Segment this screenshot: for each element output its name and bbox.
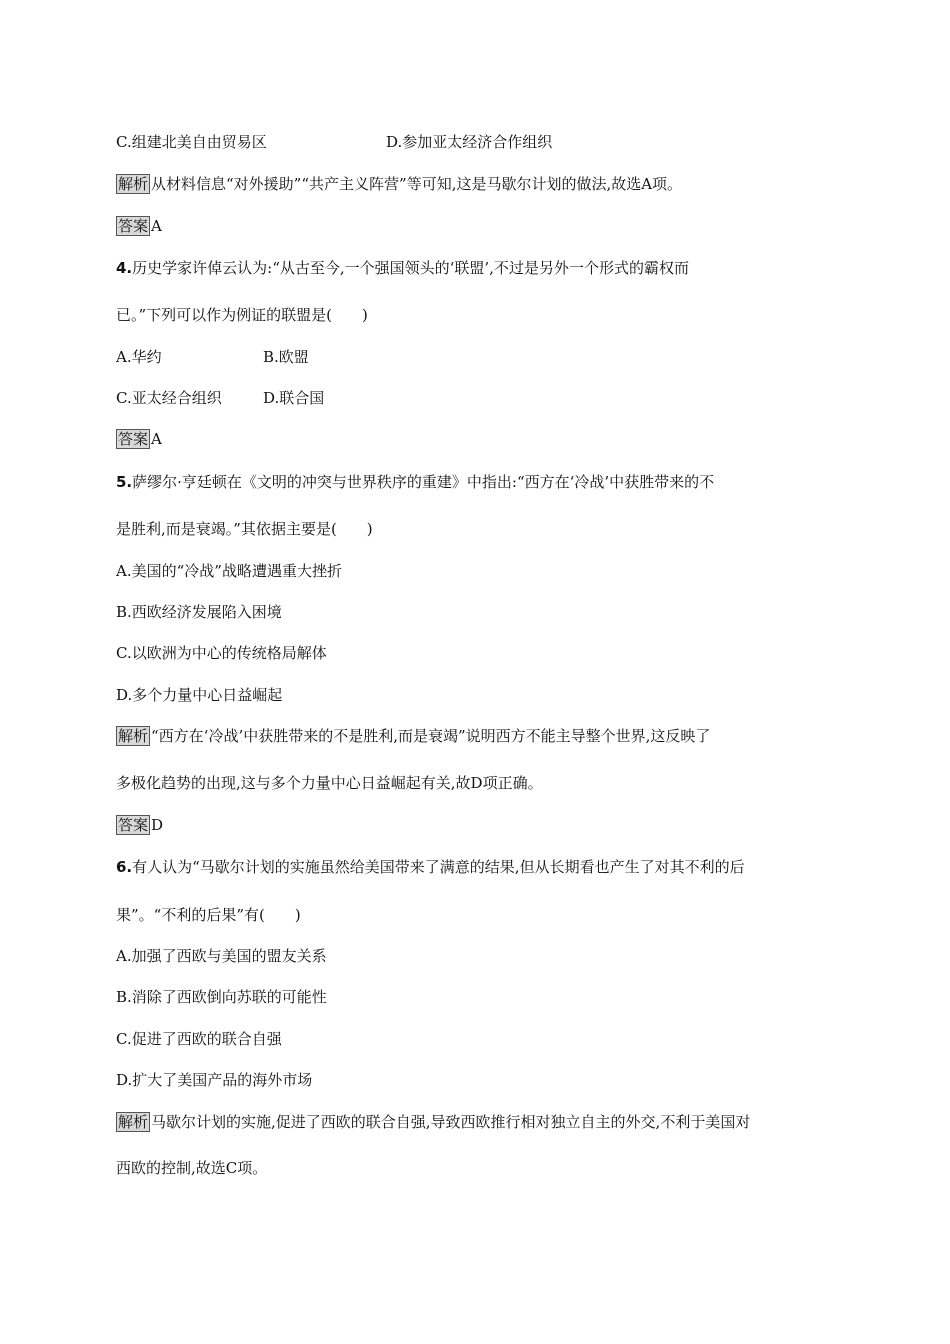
q6-stem-line2: 果”。“不利的后果”有( ) bbox=[116, 906, 301, 924]
q5-stem-line2: 是胜利,而是衰竭。”其依据主要是( ) bbox=[116, 520, 373, 538]
q5-analysis-line1 bbox=[116, 726, 710, 746]
question-number: 6. bbox=[116, 858, 133, 876]
q6-option-c[interactable]: C.促进了西欧的联合自强 bbox=[116, 1030, 282, 1048]
answer-tag: 答案 bbox=[118, 430, 149, 448]
analysis-text: 马歇尔计划的实施,促进了西欧的联合自强,导致西欧推行相对独立自主的外交,不利于美国对 bbox=[151, 1113, 751, 1131]
q6-stem-text: 有人认为“马歇尔计划的实施虽然给美国带来了满意的结果,但从长期看也产生了对其不利的后 bbox=[132, 858, 745, 876]
q3-options-cd bbox=[116, 132, 552, 152]
q4-option-a[interactable]: A.华约 bbox=[116, 348, 162, 366]
q6-stem-line1 bbox=[116, 857, 745, 877]
q6-option-d[interactable]: D.扩大了美国产品的海外市场 bbox=[116, 1071, 313, 1089]
q4-option-d[interactable]: D.联合国 bbox=[263, 389, 325, 407]
answer-value: A bbox=[151, 217, 162, 235]
q4-stem-line1 bbox=[116, 258, 689, 278]
answer-value: A bbox=[151, 430, 162, 448]
q4-option-c[interactable]: C.亚太经合组织 bbox=[116, 389, 222, 407]
analysis-tag: 解析 bbox=[118, 1113, 149, 1131]
answer-tag: 答案 bbox=[118, 217, 149, 235]
q4-options-cd bbox=[116, 388, 324, 408]
question-number: 5. bbox=[116, 473, 133, 491]
q5-option-c[interactable]: C.以欧洲为中心的传统格局解体 bbox=[116, 644, 327, 662]
analysis-text: “西方在‘冷战’中获胜带来的不是胜利,而是衰竭”说明西方不能主导整个世界,这反映了 bbox=[151, 727, 711, 745]
q6-analysis-line2: 西欧的控制,故选C项。 bbox=[116, 1159, 268, 1177]
q5-analysis-line2: 多极化趋势的出现,这与多个力量中心日益崛起有关,故D项正确。 bbox=[116, 774, 543, 792]
q5-stem-text: 萨缪尔·亨廷顿在《文明的冲突与世界秩序的重建》中指出:“西方在‘冷战’中获胜带来的不 bbox=[132, 473, 715, 491]
q4-option-b[interactable]: B.欧盟 bbox=[263, 348, 309, 366]
q5-stem-line1 bbox=[116, 472, 714, 492]
q6-analysis-line1 bbox=[116, 1112, 750, 1132]
analysis-tag: 解析 bbox=[118, 727, 149, 745]
q4-options-ab bbox=[116, 347, 309, 367]
q5-answer bbox=[116, 815, 163, 835]
q4-stem-text: 历史学家许倬云认为:“从古至今,一个强国领头的‘联盟’,不过是另外一个形式的霸权而 bbox=[132, 259, 689, 277]
q6-option-a[interactable]: A.加强了西欧与美国的盟友关系 bbox=[116, 947, 327, 965]
q3-analysis bbox=[116, 174, 682, 194]
question-number: 4. bbox=[116, 259, 133, 277]
q5-option-a[interactable]: A.美国的“冷战”战略遭遇重大挫折 bbox=[116, 562, 342, 580]
q5-option-d[interactable]: D.多个力量中心日益崛起 bbox=[116, 686, 283, 704]
q3-option-d: D.参加亚太经济合作组织 bbox=[386, 133, 553, 151]
analysis-text: 从材料信息“对外援助”“共产主义阵营”等可知,这是马歇尔计划的做法,故选A项。 bbox=[151, 175, 683, 193]
q3-option-c: C.组建北美自由贸易区 bbox=[116, 133, 267, 151]
q6-option-b[interactable]: B.消除了西欧倒向苏联的可能性 bbox=[116, 988, 327, 1006]
q5-option-b[interactable]: B.西欧经济发展陷入困境 bbox=[116, 603, 282, 621]
answer-tag: 答案 bbox=[118, 816, 149, 834]
q4-stem-line2: 已。”下列可以作为例证的联盟是( ) bbox=[116, 306, 368, 324]
q3-answer bbox=[116, 216, 162, 236]
q4-answer bbox=[116, 429, 162, 449]
answer-value: D bbox=[151, 816, 164, 834]
analysis-tag: 解析 bbox=[118, 175, 149, 193]
